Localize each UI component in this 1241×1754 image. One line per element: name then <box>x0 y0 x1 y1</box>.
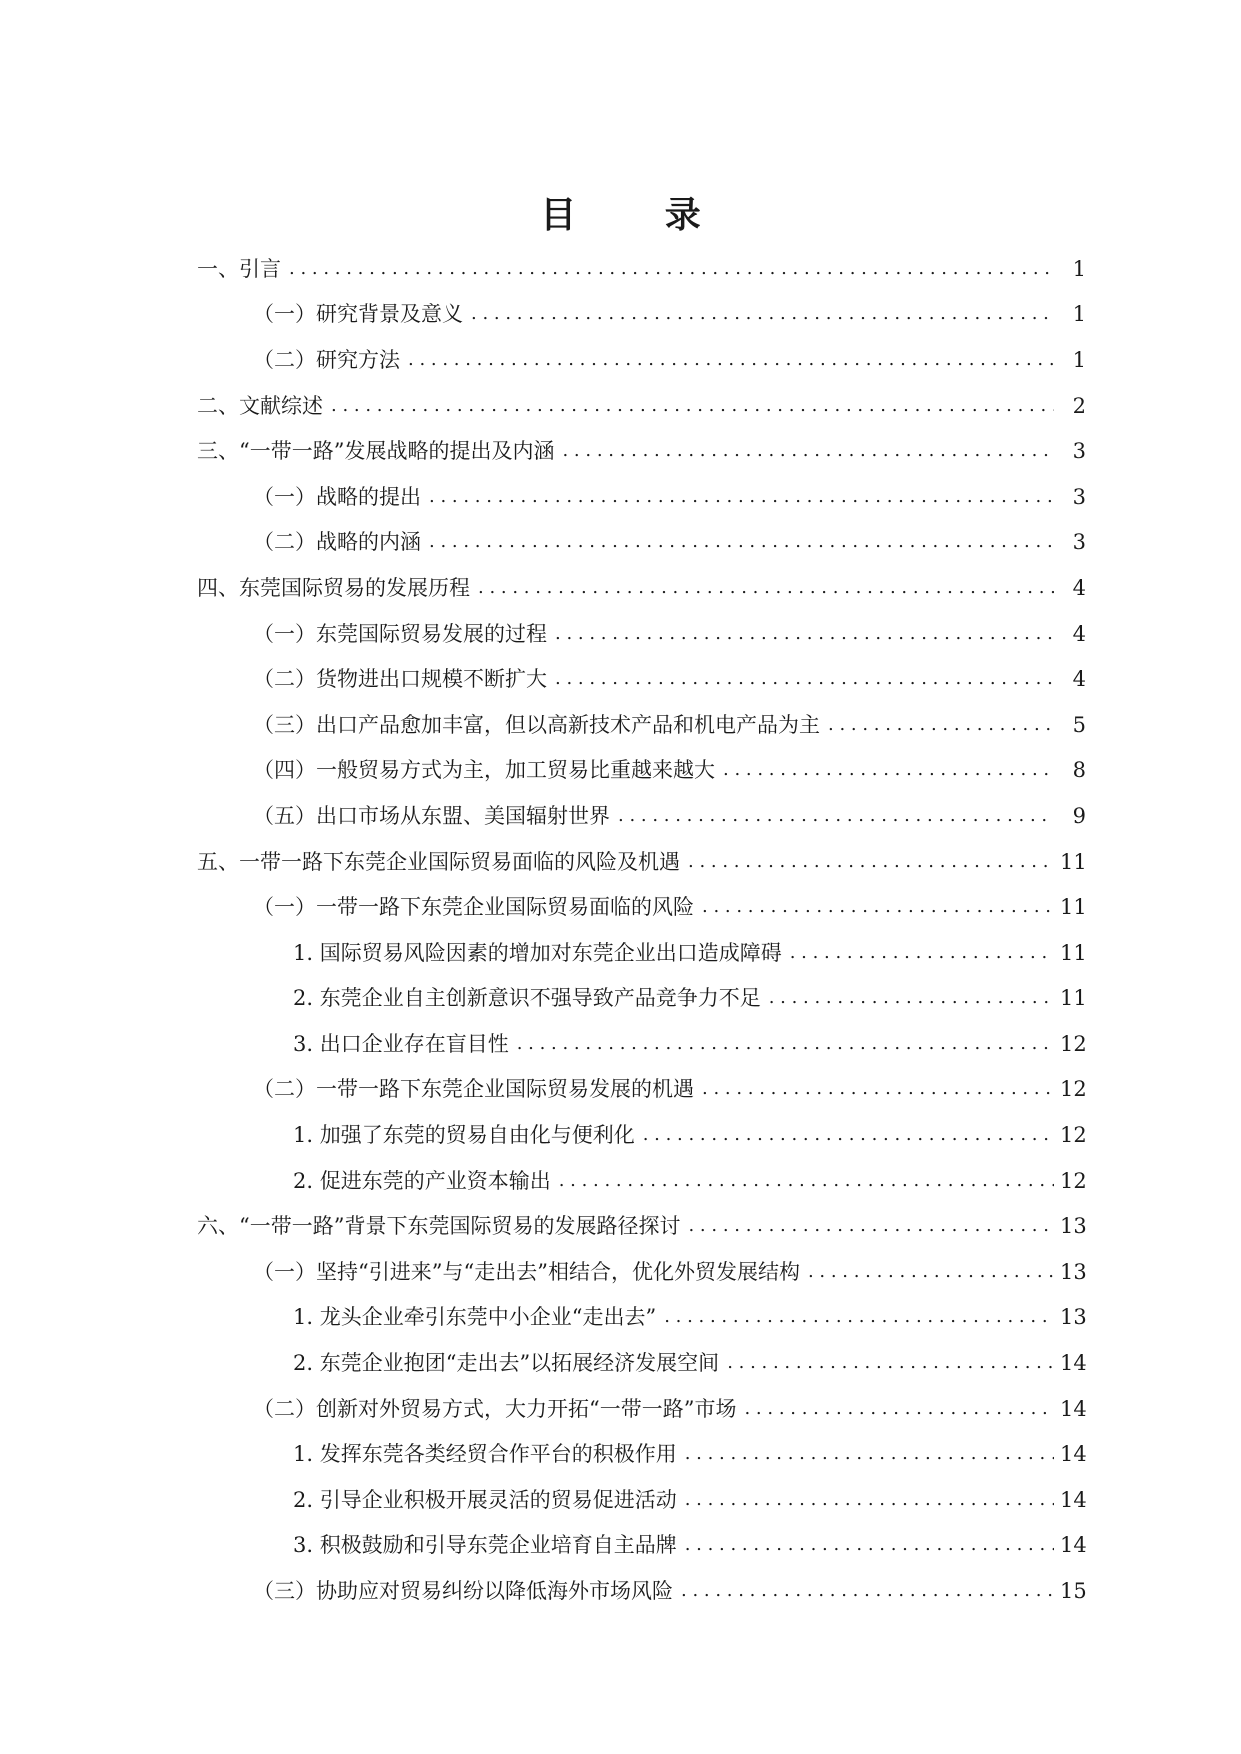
toc-dot-leader <box>685 1530 1054 1560</box>
toc-entry-page-number: 4 <box>1072 667 1086 692</box>
toc-dot-leader <box>643 1120 1054 1150</box>
toc-entry-label: 五、一带一路下东莞企业国际贸易面临的风险及机遇 <box>197 849 680 874</box>
toc-dot-leader <box>723 755 1054 785</box>
toc-entry[interactable] <box>0 292 1241 338</box>
toc-dot-leader <box>702 892 1054 922</box>
toc-entry-label: 2. 东莞企业抱团“走出去”以拓展经济发展空间 <box>293 1351 720 1376</box>
toc-dot-leader <box>688 847 1054 877</box>
toc-dot-leader <box>555 664 1054 694</box>
toc-dot-leader <box>289 254 1054 284</box>
toc-entry-label: 六、“一带一路”背景下东莞国际贸易的发展路径探讨 <box>197 1214 681 1239</box>
toc-entry-label: 1. 龙头企业牵引东莞中小企业“走出去” <box>293 1305 657 1330</box>
toc-entry[interactable] <box>0 428 1241 474</box>
toc-entry-page-number: 8 <box>1072 758 1086 783</box>
toc-dot-leader <box>429 482 1054 512</box>
toc-entry-label: （一）东莞国际贸易发展的过程 <box>253 621 547 646</box>
toc-entry-label: 四、东莞国际贸易的发展历程 <box>197 575 470 600</box>
toc-entry-page-number: 14 <box>1060 1442 1087 1467</box>
toc-entry-page-number: 13 <box>1060 1305 1087 1330</box>
toc-dot-leader <box>517 1029 1054 1059</box>
toc-dot-leader <box>471 299 1054 329</box>
toc-dot-leader <box>702 1074 1054 1104</box>
toc-entry[interactable] <box>0 976 1241 1022</box>
toc-entry-page-number: 1 <box>1072 347 1086 372</box>
toc-entry[interactable] <box>0 839 1241 885</box>
page-title: 目 录 <box>540 195 739 236</box>
toc-entry-label: （二）战略的内涵 <box>253 530 421 555</box>
toc-entry-page-number: 1 <box>1072 256 1086 281</box>
toc-entry-label: （二）创新对外贸易方式，大力开拓“一带一路”市场 <box>253 1396 737 1421</box>
toc-entry-label: （五）出口市场从东盟、美国辐射世界 <box>253 803 610 828</box>
toc-entry[interactable] <box>0 383 1241 429</box>
toc-entry[interactable] <box>0 702 1241 748</box>
toc-dot-leader <box>559 1166 1054 1196</box>
toc-entry-page-number: 12 <box>1060 1031 1087 1056</box>
toc-entry-label: 2. 引导企业积极开展灵活的贸易促进活动 <box>293 1487 677 1512</box>
toc-entry-page-number: 15 <box>1060 1579 1087 1604</box>
toc-dot-leader <box>685 1439 1054 1469</box>
toc-entry-page-number: 14 <box>1060 1487 1087 1512</box>
toc-entry-label: 二、文献综述 <box>197 393 323 418</box>
toc-entry[interactable] <box>0 1158 1241 1204</box>
toc-dot-leader <box>664 1302 1054 1332</box>
toc-entry-page-number: 9 <box>1072 803 1086 828</box>
toc-entry-page-number: 4 <box>1072 575 1086 600</box>
toc-entry-page-number: 14 <box>1060 1351 1087 1376</box>
toc-entry[interactable] <box>0 1249 1241 1295</box>
toc-entry[interactable] <box>0 520 1241 566</box>
toc-entry[interactable] <box>0 246 1241 292</box>
toc-entry-page-number: 13 <box>1060 1259 1087 1284</box>
toc-entry-label: 1. 发挥东莞各类经贸合作平台的积极作用 <box>293 1442 677 1467</box>
toc-entry-label: （一）一带一路下东莞企业国际贸易面临的风险 <box>253 895 694 920</box>
toc-entry[interactable] <box>0 1477 1241 1523</box>
toc-entry[interactable] <box>0 1431 1241 1477</box>
toc-entry[interactable] <box>0 1295 1241 1341</box>
toc-entry-page-number: 11 <box>1060 940 1087 965</box>
toc-entry-page-number: 3 <box>1072 530 1086 555</box>
toc-entry-label: （二）一带一路下东莞企业国际贸易发展的机遇 <box>253 1077 694 1102</box>
toc-entry[interactable] <box>0 656 1241 702</box>
toc-entry[interactable] <box>0 884 1241 930</box>
toc-dot-leader <box>555 619 1054 649</box>
toc-entry[interactable] <box>0 1340 1241 1386</box>
toc-entry-page-number: 12 <box>1060 1123 1087 1148</box>
toc-entry[interactable] <box>0 1112 1241 1158</box>
toc-entry[interactable] <box>0 748 1241 794</box>
toc-entry-label: 一、引言 <box>197 256 281 281</box>
toc-entry-label: 3. 出口企业存在盲目性 <box>293 1031 509 1056</box>
toc-entry[interactable] <box>0 793 1241 839</box>
toc-dot-leader <box>618 801 1054 831</box>
toc-entry-page-number: 11 <box>1060 986 1087 1011</box>
toc-entry-label: 1. 加强了东莞的贸易自由化与便利化 <box>293 1123 635 1148</box>
toc-entry-page-number: 2 <box>1072 393 1086 418</box>
toc-dot-leader <box>562 436 1054 466</box>
toc-entry-page-number: 14 <box>1060 1396 1087 1421</box>
toc-dot-leader <box>429 527 1054 557</box>
toc-entry[interactable] <box>0 1523 1241 1569</box>
toc-dot-leader <box>828 710 1054 740</box>
toc-entry-label: （一）坚持“引进来”与“走出去”相结合，优化外贸发展结构 <box>253 1259 800 1284</box>
toc-entry-label: 1. 国际贸易风险因素的增加对东莞企业出口造成障碍 <box>293 940 782 965</box>
toc-entry[interactable] <box>0 1203 1241 1249</box>
toc-dot-leader <box>681 1576 1054 1606</box>
toc-entry-label: （四）一般贸易方式为主，加工贸易比重越来越大 <box>253 758 715 783</box>
toc-dot-leader <box>744 1394 1054 1424</box>
toc-entry[interactable] <box>0 1021 1241 1067</box>
toc-entry-label: 2. 促进东莞的产业资本输出 <box>293 1168 551 1193</box>
toc-dot-leader <box>727 1348 1054 1378</box>
toc-dot-leader <box>808 1257 1054 1287</box>
toc-entry-page-number: 13 <box>1060 1214 1087 1239</box>
toc-entry-label: 三、“一带一路”发展战略的提出及内涵 <box>197 439 555 464</box>
toc-entry-label: 2. 东莞企业自主创新意识不强导致产品竞争力不足 <box>293 986 761 1011</box>
toc-entry-page-number: 12 <box>1060 1077 1087 1102</box>
toc-entry-page-number: 11 <box>1060 849 1087 874</box>
toc-entry[interactable] <box>0 474 1241 520</box>
toc-entry-label: （二）研究方法 <box>253 347 400 372</box>
toc-entry-page-number: 5 <box>1072 712 1086 737</box>
toc-entry-label: （三）协助应对贸易纠纷以降低海外市场风险 <box>253 1579 673 1604</box>
toc-entry-page-number: 3 <box>1072 439 1086 464</box>
toc-entry-page-number: 11 <box>1060 895 1087 920</box>
toc-entry-page-number: 3 <box>1072 484 1086 509</box>
toc-entry-page-number: 12 <box>1060 1168 1087 1193</box>
toc-dot-leader <box>685 1485 1054 1515</box>
toc-dot-leader <box>331 391 1054 421</box>
toc-dot-leader <box>688 1211 1054 1241</box>
toc-entry[interactable] <box>0 565 1241 611</box>
toc-dot-leader <box>478 573 1054 603</box>
table-of-contents <box>0 246 1241 1614</box>
toc-entry-page-number: 4 <box>1072 621 1086 646</box>
toc-entry-label: （二）货物进出口规模不断扩大 <box>253 667 547 692</box>
toc-entry[interactable] <box>0 930 1241 976</box>
toc-entry-label: （一）战略的提出 <box>253 484 421 509</box>
toc-entry-page-number: 1 <box>1072 302 1086 327</box>
toc-dot-leader <box>769 983 1054 1013</box>
toc-entry[interactable] <box>0 1067 1241 1113</box>
toc-entry[interactable] <box>0 611 1241 657</box>
toc-entry[interactable] <box>0 1568 1241 1614</box>
toc-dot-leader <box>408 345 1054 375</box>
toc-entry[interactable] <box>0 337 1241 383</box>
toc-entry-label: （三）出口产品愈加丰富，但以高新技术产品和机电产品为主 <box>253 712 820 737</box>
toc-entry[interactable] <box>0 1386 1241 1432</box>
toc-entry-label: （一）研究背景及意义 <box>253 302 463 327</box>
toc-entry-page-number: 14 <box>1060 1533 1087 1558</box>
toc-dot-leader <box>790 938 1054 968</box>
toc-entry-label: 3. 积极鼓励和引导东莞企业培育自主品牌 <box>293 1533 677 1558</box>
